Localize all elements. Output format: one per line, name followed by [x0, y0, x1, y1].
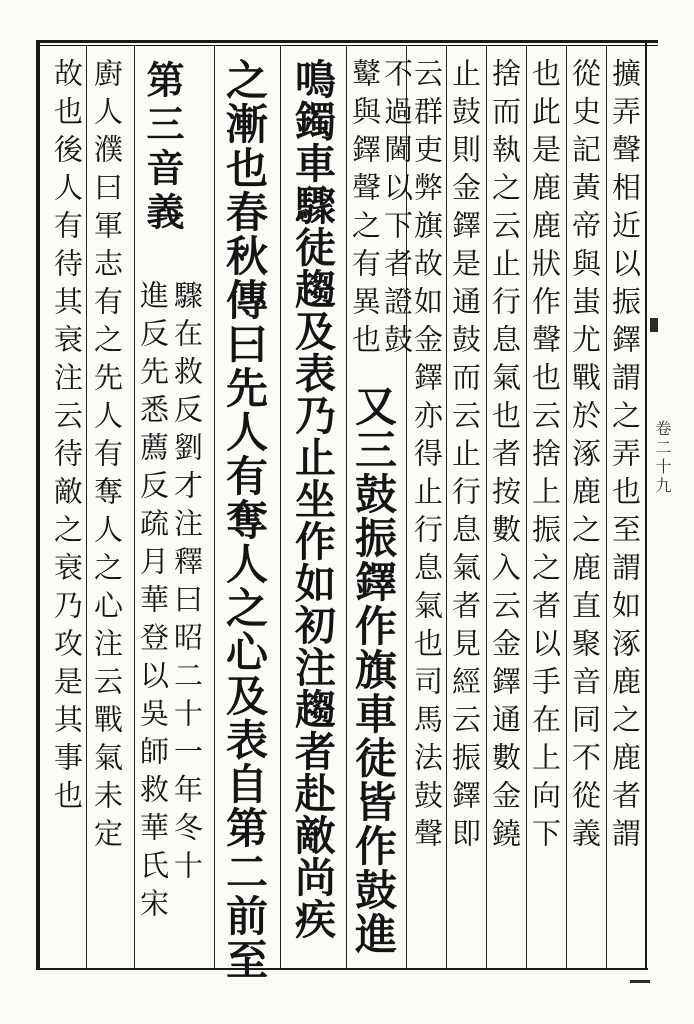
- top-border-inner: [36, 45, 658, 46]
- text-column-3: 也此是鹿鹿狀作聲也云捨上振之者以手在上向下: [528, 58, 562, 856]
- column-rule: [86, 45, 87, 968]
- text-column-16: 故也後人有待其衰注云待敵之衰乃攻是其事也: [50, 58, 84, 818]
- text-column-5: 止鼓則金鐸是通鼓而云止行息氣者見經云振鐸即: [448, 58, 482, 856]
- fold-mark: [650, 318, 658, 332]
- right-border: [645, 40, 647, 970]
- column-rule: [566, 45, 567, 968]
- main-text-column-2: 鳴鐲車驟徒趨及表乃止坐作如初注趨者赴敵尚疾: [288, 58, 336, 940]
- column-rule: [486, 45, 487, 968]
- bottom-border: [36, 968, 648, 970]
- margin-note: 卷二十九: [653, 420, 672, 496]
- text-column-2: 從史記黃帝與蚩尤戰於涿鹿之鹿直聚音同不從義: [568, 58, 602, 856]
- annotation-column-1: 驟在救反劉才注釋曰昭二十一年冬十: [170, 280, 204, 888]
- column-rule: [526, 45, 527, 968]
- column-rule: [134, 45, 135, 968]
- column-rule: [606, 45, 607, 968]
- column-rule: [446, 45, 447, 968]
- text-column-7a: 不過閫以下者證鼓: [380, 58, 414, 362]
- text-column-15: 廚人濮曰軍志有之先人有奪人之心注云戰氣未定: [90, 58, 124, 856]
- section-heading: 第三音義: [140, 60, 185, 236]
- fold-mark-bottom: [630, 980, 650, 983]
- column-rule: [346, 45, 347, 968]
- column-rule: [214, 45, 215, 968]
- main-text-column-1: 又三鼓振鐸作旗車徒皆作鼓進: [349, 384, 398, 956]
- main-text-column-3: 之漸也春秋傳曰先人有奪人之心及表自第二前至: [220, 58, 269, 982]
- annotation-column-2: 進反先悉薦反疏月華登以吳師救華氏宋: [136, 280, 170, 926]
- left-border: [36, 40, 40, 970]
- column-rule: [280, 45, 281, 968]
- text-column-6: 云群吏弊旗故如金鐸亦得止行息氣也司馬法鼓聲: [410, 58, 444, 856]
- text-column-4: 捨而執之云止行息氣也者按數入云金鐸通數金鐃: [488, 58, 522, 856]
- text-column-1: 擴弄聲相近以振鐸謂之弄也至謂如涿鹿之鹿者謂: [608, 58, 642, 856]
- top-border: [36, 40, 658, 43]
- text-column-7b: 鼙與鐸聲之有異也: [348, 58, 382, 362]
